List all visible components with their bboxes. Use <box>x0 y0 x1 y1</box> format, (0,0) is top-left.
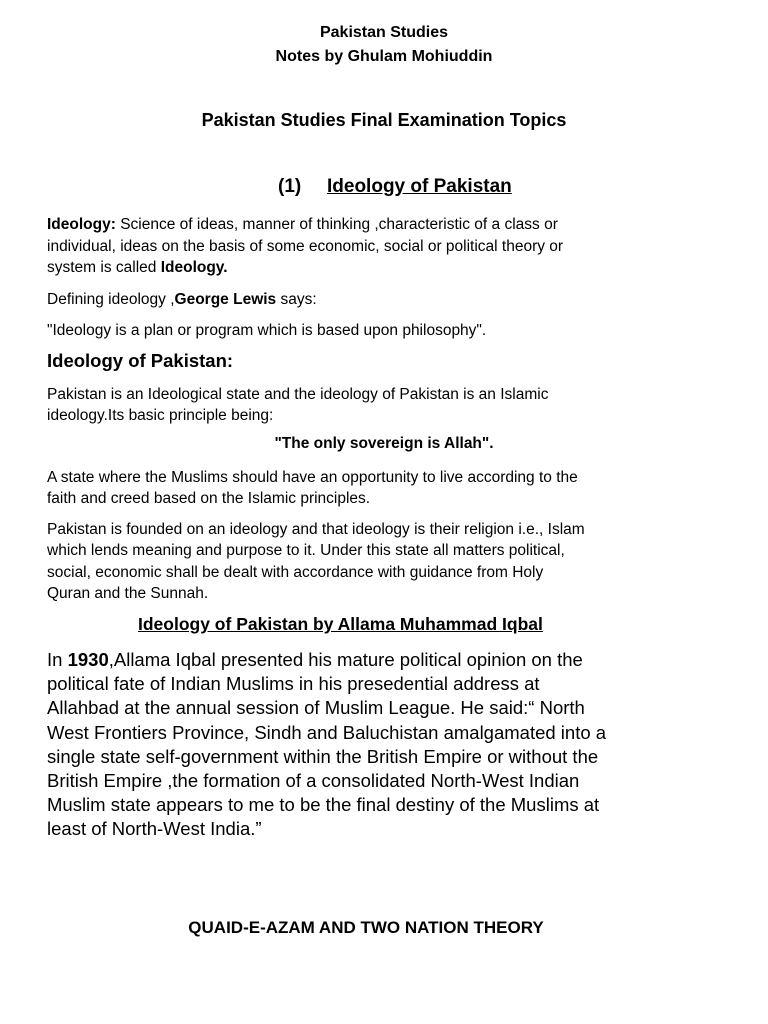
iqbal-paragraph <box>47 648 606 842</box>
para3-line3: social, economic shall be dealt with accordance with guidance from Holy <box>47 564 544 581</box>
iqbal-heading: Ideology of Pakistan by Allama Muhammad Iqbal <box>138 614 543 634</box>
quaid-heading: QUAID-E-AZAM AND TWO NATION THEORY <box>188 918 544 937</box>
iqbal-line7: Muslim state appears to me to be the final destiny of the Muslims at <box>47 794 600 816</box>
para3-line1: Pakistan is founded on an ideology and that ideology is their religion i.e., Islam <box>47 521 585 538</box>
section-1-heading <box>0 176 768 202</box>
iqbal-line5: single state self-government within the British Empire or without the <box>47 745 599 767</box>
lewis-suffix: says: <box>276 291 317 308</box>
ideology-definition-text: system is called <box>47 259 161 276</box>
para1-line1: Pakistan is an Ideological state and the ideology of Pakistan is an Islamic <box>47 386 549 403</box>
ideology-of-pakistan-heading: Ideology of Pakistan: <box>47 350 234 371</box>
iqbal-line4: West Frontiers Province, Sindh and Baluchistan amalgamated into a <box>47 721 607 743</box>
section-number: (1) <box>278 176 302 197</box>
author-line: Notes by Ghulam Mohiuddin <box>275 48 493 65</box>
lewis-prefix: Defining ideology , <box>47 291 175 308</box>
lewis-line <box>47 289 317 310</box>
iqbal-line6: British Empire ,the formation of a consolidated North-West Indian <box>47 770 580 792</box>
para3-line2: which lends meaning and purpose to it. Under this state all matters political, <box>47 542 565 559</box>
subject-title: Pakistan Studies <box>319 24 449 41</box>
iqbal-text: In <box>47 649 68 670</box>
topics-title: Pakistan Studies Final Examination Topics <box>201 110 567 130</box>
ideology-term: Ideology: <box>47 216 116 233</box>
para2-line1: A state where the Muslims should have an opportunity to live according to the <box>47 469 578 486</box>
lewis-quote: "Ideology is a plan or program which is based upon philosophy". <box>47 322 487 339</box>
para3-line4: Quran and the Sunnah. <box>47 585 209 602</box>
ideology-definition-line3 <box>47 257 228 278</box>
iqbal-line2: political fate of Indian Muslims in his presedential address at <box>47 673 540 695</box>
ideology-definition-line2: individual, ideas on the basis of some economic, social or political theory or <box>47 238 564 255</box>
para2-line2: faith and creed based on the Islamic principles. <box>47 490 371 507</box>
section-title: Ideology of Pakistan <box>327 176 512 197</box>
para1-line2: ideology.Its basic principle being: <box>47 407 274 424</box>
iqbal-line3: Allahbad at the annual session of Muslim League. He said:“ North <box>47 697 585 719</box>
lewis-name: George Lewis <box>174 291 277 308</box>
ideology-term-bold: Ideology. <box>160 259 228 276</box>
iqbal-line8: least of North-West India.” <box>47 818 262 840</box>
ideology-definition-line1 <box>47 214 558 235</box>
sovereign-quote: "The only sovereign is Allah". <box>274 435 494 452</box>
iqbal-text: ,Allama Iqbal presented his mature political opinion on the <box>108 649 583 670</box>
iqbal-year: 1930 <box>67 649 109 670</box>
iqbal-line1 <box>47 648 606 672</box>
ideology-definition-text: Science of ideas, manner of thinking ,characteristic of a class or <box>115 216 558 233</box>
